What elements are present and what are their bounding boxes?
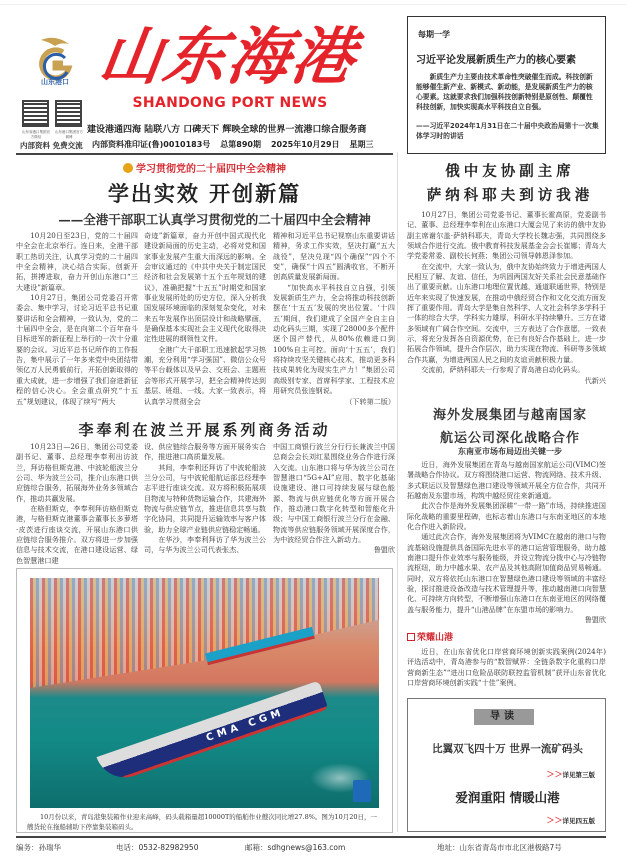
paragraph: 10月23日—26日，集团公司党委副书记、董事、总经理李奉利出访波兰，拜访格但斯克港、中波轮船波兰分公司、华为波兰公司，推介山东港口供应链综合服务，拓展海外业务多领域合作，推动共赢发展。 xyxy=(16,442,138,503)
paragraph: 在交流中，大家一致认为，俄中友协始终致力于增进两国人民相互了解、友谊、信任，为巩固两国友好关系社会民意基础作出了重要贡献。山东港口地理位置优越，通道联通世界，特别是近年来实现了快速发展，在推动中俄经贸合作和文化交流方面发挥了重要作用。青岛大学是集自然科学、人文社会科学多学科于一体的综合大学，学科实力雄厚，科研水平持续攀升。三方在诸多领域有广阔合作空间。交流中，三方表达了合作意愿，一致表示，将充分发挥各自资源优势，在已有良好合作基础上，进一步拓展合作领域，提升合作层次，助力实现在物流、科研等多领域合作共赢，为增进两国人民之间的友谊贡献积极力量。 xyxy=(407,261,606,364)
poland-column-1 xyxy=(16,442,138,566)
guide-box xyxy=(407,698,606,832)
poland-column-2 xyxy=(144,442,266,556)
vietnam-headline-1[interactable]: 海外发展集团与越南国家 xyxy=(432,408,587,423)
divider xyxy=(16,153,393,155)
paragraph: 近日，海外发展集团在青岛与越南国家航运公司(VIMC)签署战略合作协议。双方将围绕港口运营、物流网络、技术升级、多式联运以及智慧绿色港口建设等领域开展全方位合作，共同开拓越南及东盟市场，构筑中越经贸往来新通道。 xyxy=(407,460,606,501)
footer-phone: 电话：0532-82982950 xyxy=(116,843,199,852)
paragraph: 10月20日至23日，党的二十届四中全会在北京举行。连日来，全港干部职工热切关注，认真学习党的二十届四中全会精神，决心结合实际，创新开拓，拼搏进取，奋力开创山东港口“三大建设”新篇章。 xyxy=(16,231,138,292)
poland-column-3 xyxy=(273,442,395,556)
kicker-text: 学习贯彻党的二十届四中全会精神 xyxy=(136,164,286,175)
paragraph: 10月27日，集团公司党委召开常委会、集中学习，讨论习近平总书记重要讲话和全会精神，一致认为，党的二十届四中全会，是在向第二个百年奋斗目标进军的新征程上举行的一次十分重要的会议。习近平总书记所作的工作报告，集中展示了一年多来党中央团结带领亿万人民勇毅前行，开拓创新取得的重大成就，进一步增强了我们奋进新征程的信心决心。全会重点研究“十五五”规划建议，体现了续写“两大 xyxy=(16,293,138,406)
masthead-title: 山东海港 xyxy=(94,20,362,93)
footer-email[interactable]: 邮箱：sdhgnews@163.com xyxy=(245,843,346,852)
box-body: 新质生产力主要由技术革命性突破催生而成。科技创新能够催生新产业、新模式、新动能，是发展新质生产力的核心要素。这就要求我们加强科技创新特别是原创性、颠覆性科技创新，加快实现高水平科技自立自强。 xyxy=(416,73,593,111)
lead-kicker xyxy=(16,160,393,175)
paragraph: 在华沙，李奉利拜访了华为波兰公司，与华为波兰公司代表张杰、 xyxy=(144,535,266,555)
paragraph: 奇迹”新篇章，奋力开创中国式现代化建设新局面的历史主动，必将对党和国家事业发展产生重大而深远的影响。全会审议通过的《中共中央关于制定国民经济和社会发展第十五个五年规划的建议》，准确把握“十五五”时期党和国家事业发展所处的历史方位，深入分析我国发展环境面临的深刻复杂变化，对未来五年发展作出顶层设计和战略擘画，是确保基本实现社会主义现代化取得决定性进展的纲领性文件。 xyxy=(144,231,266,344)
weekday: 星期三 xyxy=(349,140,374,149)
qr-code-weibo[interactable] xyxy=(55,100,82,127)
issue-number: 总第890期 xyxy=(220,140,261,149)
continued-note[interactable]: （下转第二版） xyxy=(345,396,395,406)
masthead-english: SHANDONG PORT NEWS xyxy=(132,95,328,111)
paragraph: 此次合作是海外发展集团深耕“一带一路”市场，持续推进国际化战略的重要里程碑，也标志着山东港口与东南亚地区的本地化合作进入新阶段。 xyxy=(407,501,606,532)
box-source: ——习近平2024年1月31日在二十届中央政治局第十一次集体学习时的讲话 xyxy=(416,122,599,140)
box-kicker: 每期一学 xyxy=(418,29,450,39)
issue-info xyxy=(92,139,384,150)
vietnam-subtitle: 东南亚市场布局迈出关键一步 xyxy=(458,447,562,456)
logo-text: 山东港口 xyxy=(41,78,69,86)
paragraph: 近日，在山东省优化口岸营商环境创新实践案例(2024年)评选活动中，青岛港参与的“数智赋界：全链条数字化重构口岸营商新生态”“进出口危险品联防联控监管机制”获评山东省优化口岸营商环境创新实践“十佳”案例。 xyxy=(407,647,606,688)
poland-headline[interactable]: 李奉利在波兰开展系列商务活动 xyxy=(78,421,331,439)
qr-code-wechat[interactable] xyxy=(22,100,49,127)
container-yard xyxy=(30,578,379,688)
russia-headline-2[interactable]: 萨纳科耶夫到访我港 xyxy=(426,187,594,204)
paragraph: “加快高水平科技自立自强，引领发展新质生产力，全会将推动科技创新摆在‘十五五’发展的突出位置。‘十四五’期间，我们建成了全国产全自主自动化码头三期，实现了28000多个配件逐个国产替代，从80%依赖进口到100%自主可控。面向‘十五五’，我们将持续攻坚关键核心技术，推动更多科技成果转化为现实生产力！”集团公司高级别专家、首席科学家、工程技术应用研究员张连钢说。 xyxy=(273,282,395,396)
lead-column-3 xyxy=(273,231,395,407)
honor-section-label xyxy=(407,630,453,643)
paragraph: 通过此次合作，海外发展集团将为VIMC在越南的港口与物流基础设施提供具备国际先进水平的港口运营管理服务，助力越南港口提升作业效率与服务能级，并设立物流分拨中心与冷链物流枢纽，助力中越水果、农产品及其他高附加值商品贸易畅通。同时，双方将依托山东港口在智慧绿色港口建设等领域的丰富经验，探讨推进设备改造与技术管理提升等，推动越南港口向智慧化、可持续方向转型，不断增强山东港口在东南亚地区的网络覆盖与服务能力，提升“山港品牌”在东盟市场的影响力。 xyxy=(407,532,606,614)
slogan: 建设港通四海 陆联八方 口碑天下 辉映全球的世界一流港口综合服务商 xyxy=(87,125,367,135)
paragraph: 中国工商银行波兰分行行长兼波兰中国总商会会长刘红星围绕业务合作进行深入交流。山东港口将与华为波兰公司在智慧港口“5G+AI”应用、数字化基础设施建设、港口可持续发展与绿色能源、物流与供应链优化等方面开展合作，推动港口数字化转型和智能化升级；与中国工商银行波兰分行在金融、物流等供应链服务领域开展深度合作，为中波经贸合作注入新动力。 xyxy=(273,442,395,545)
permit: 内部资料准印证(鲁)0010183号 xyxy=(92,140,211,149)
ship-name: CMA CGM xyxy=(204,706,286,744)
paragraph: 精神和习近平总书记视察山东重要讲话精神，务求工作实效，坚决打赢“五大战役”，坚决兑现“四个确保”“四个不变”，确保“十四五”圆满收官，不断开创高质量发展新局面。 xyxy=(273,231,395,282)
arrow-icon: ＞＞ xyxy=(546,816,563,825)
paragraph: 在格但斯克，李奉利拜访格但斯克港，与格但斯克港董事会董事长多萝塔·皮茨进行座谈交流，开展山东港口供应链综合服务推介。双方将进一步加强信息与技术交流，在港口建设运营、绿色智慧港口建 xyxy=(16,504,138,565)
author: 代新兴 xyxy=(584,375,606,385)
port-photo[interactable] xyxy=(30,578,379,808)
author: 鲁盟欣 xyxy=(373,545,395,555)
ref-text: 详见第三版 xyxy=(562,771,595,779)
arrow-icon: ＞＞ xyxy=(546,770,563,779)
guide-item-1[interactable]: 比翼双飞四十万 世界一流矿码头 xyxy=(432,743,583,755)
author: 鲁盟欣 xyxy=(584,615,606,625)
vietnam-headline-2[interactable]: 航运公司深化战略合作 xyxy=(439,431,580,446)
paragraph: 交流前，萨纳科耶夫一行参观了青岛港自动化码头。 xyxy=(421,365,585,375)
photo-caption: 10月份以来，青岛港集装箱作业迎来高峰，码头载箱量超10000T的船舶作业艘次同比增27.8%。图为10月20日，一艘货轮在拖船辅助下停靠集装箱码头。 xyxy=(27,813,377,831)
watermark-badge xyxy=(353,780,371,802)
guide-ref-2[interactable] xyxy=(547,815,596,826)
lead-subheadline: ——全港干部职工认真学习贯彻党的二十届四中全会精神 xyxy=(58,212,371,227)
honor-body xyxy=(407,647,606,688)
date: 2025年10月29日 xyxy=(270,140,340,149)
footer-address: 地址：山东省青岛市市北区港极路7号 xyxy=(437,843,562,852)
weekly-study-box xyxy=(407,16,606,154)
russia-body xyxy=(407,210,606,386)
container-ship xyxy=(97,681,329,786)
footer-editor: 编务：孙瑞华 xyxy=(16,843,61,852)
qr-label: 山东港口集团官方微博 xyxy=(55,130,83,139)
top-strip xyxy=(0,0,626,5)
qr-label: 山东省港口集团官方微信 xyxy=(22,130,50,139)
ref-text: 详见四五版 xyxy=(562,817,595,825)
section-text: 荣耀山港 xyxy=(417,633,454,643)
box-title: 习近平论发展新质生产力的核心要素 xyxy=(416,55,576,66)
vietnam-body xyxy=(407,460,606,626)
party-emblem-icon xyxy=(123,163,133,173)
free-label: 内部资料 免费交流 xyxy=(20,141,83,150)
guide-title: 导读 xyxy=(474,709,534,725)
paragraph: 其间，李奉利还拜访了中波轮船波兰分公司，与中波轮船航运部总经理李志平进行座谈交流。双方将积极拓展项目物流与特种货物运输合作，共建海外物流与供应链节点，推进信息共享与数字化协同，共同提升运输效率与客户体验，助力全球产业链供应链稳定畅通。 xyxy=(144,462,266,534)
russia-headline-1[interactable]: 俄中友协副主席 xyxy=(445,163,575,180)
square-icon xyxy=(407,633,415,641)
guide-item-2[interactable]: 爱润重阳 情暖山港 xyxy=(455,790,560,805)
footer-rule xyxy=(16,836,606,838)
guide-ref-1[interactable] xyxy=(547,769,596,780)
lead-column-2 xyxy=(144,231,266,407)
paragraph: 设、供应链综合服务等方面开展务实合作，推进港口高质量发展。 xyxy=(144,442,266,462)
paragraph: 10月27日，集团公司党委书记、董事长霍高原，党委副书记、董事、总经理李奉利在山东港口大厦会见了来访的俄中友协副主席谢尔盖·萨纳科耶夫，青岛大学校长魏志强，共同围绕多领域合作进行交流。俄中教育科技发展基金会会长崔娜；青岛大学党委常委、副校长何燕；集团公司领导韩恩泽参加。 xyxy=(407,210,606,261)
column-divider xyxy=(397,152,398,832)
lead-headline[interactable]: 学出实效 开创新篇 xyxy=(107,182,302,206)
lead-column-1 xyxy=(16,231,138,407)
paragraph: 全港广大干部职工迅速掀起学习热潮，充分利用“学习强国”、微信公众号等平台载体以及早会、交班会、主题班会等形式开展学习，把全会精神传达到基层、班组、一线。大家一致表示，将认真学习贯彻全会 xyxy=(144,344,266,406)
